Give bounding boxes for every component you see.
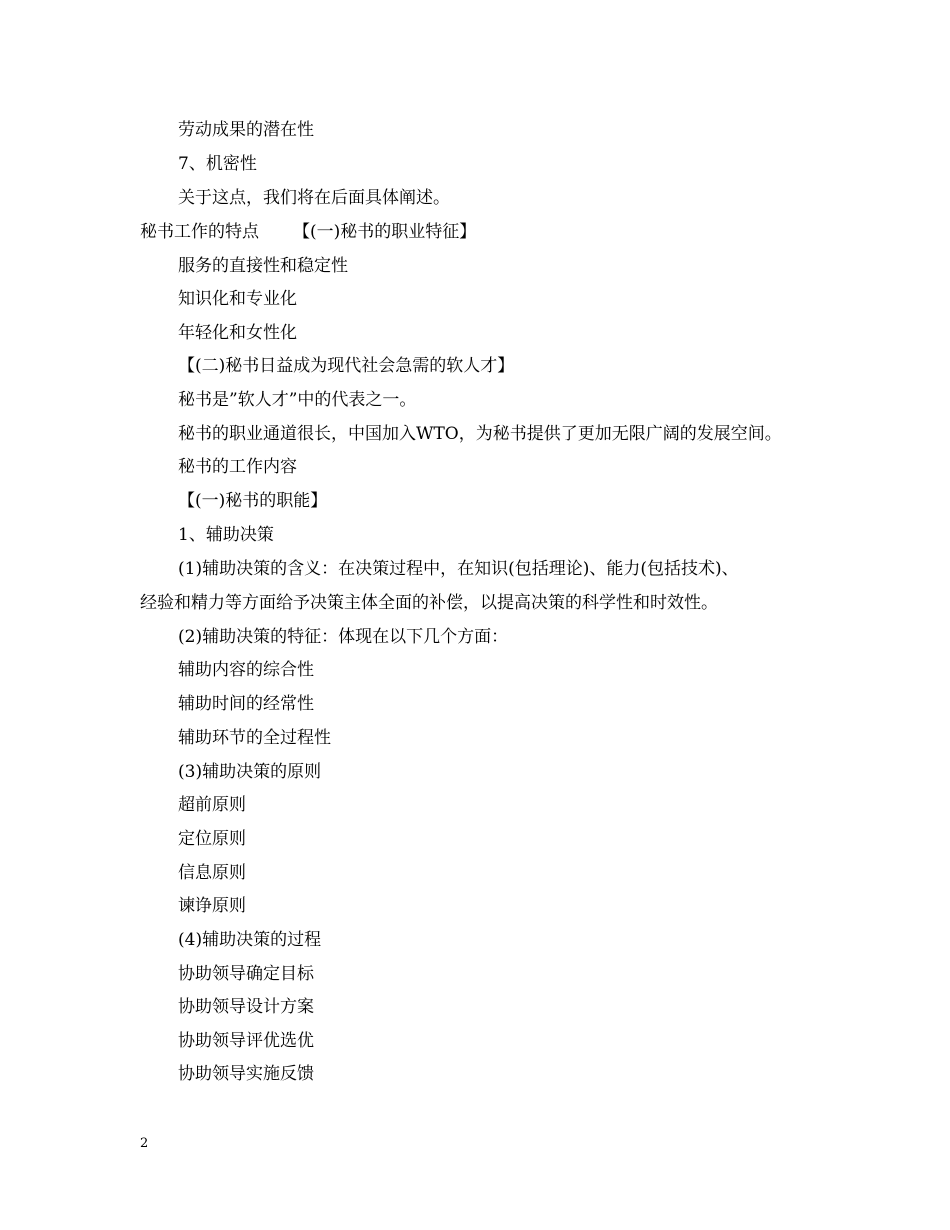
text-line: 知识化和专业化 (178, 289, 297, 309)
text-line: 协助领导实施反馈 (178, 1064, 314, 1084)
text-line: (4)辅助决策的过程 (178, 930, 322, 950)
text-line: 协助领导设计方案 (178, 997, 314, 1017)
text-line: (3)辅助决策的原则 (178, 762, 322, 782)
text-line: 协助领导评优选优 (178, 1031, 314, 1051)
text-line: 劳动成果的潜在性 (178, 120, 314, 140)
text-line: 经验和精力等方面给予决策主体全面的补偿，以提高决策的科学性和时效性。 (140, 593, 718, 613)
section-title: 秘书工作的特点 (140, 222, 259, 242)
text-line: 辅助内容的综合性 (178, 660, 314, 680)
text-line: 秘书是”软人才”中的代表之一。 (178, 390, 417, 410)
text-line: 1、辅助决策 (178, 525, 274, 545)
text-line: 辅助时间的经常性 (178, 694, 314, 714)
text-line: 服务的直接性和稳定性 (178, 256, 348, 276)
text-line: (2)辅助决策的特征：体现在以下几个方面： (178, 627, 509, 647)
text-line: 定位原则 (178, 829, 246, 849)
text-line: 关于这点，我们将在后面具体阐述。 (178, 188, 450, 208)
text-line-with-heading (140, 221, 476, 243)
text-line: 谏诤原则 (178, 896, 246, 916)
text-line: 超前原则 (178, 795, 246, 815)
page-number: 2 (140, 1136, 149, 1151)
text-line: 辅助环节的全过程性 (178, 728, 331, 748)
text-line: 信息原则 (178, 863, 246, 883)
subsection-heading: 【(二)秘书日益成为现代社会急需的软人才】 (178, 356, 515, 376)
text-line: 年轻化和女性化 (178, 323, 297, 343)
text-line: (1)辅助决策的含义：在决策过程中，在知识(包括理论)、能力(包括技术)、 (178, 559, 739, 579)
subsection-heading: 【(一)秘书的职业特征】 (293, 222, 477, 242)
text-line: 协助领导确定目标 (178, 964, 314, 984)
text-line: 7、机密性 (178, 154, 257, 174)
text-line: 秘书的工作内容 (178, 457, 297, 477)
text-line: 秘书的职业通道很长，中国加入WTO，为秘书提供了更加无限广阔的发展空间。 (178, 424, 782, 444)
subsection-heading: 【(一)秘书的职能】 (178, 491, 328, 511)
